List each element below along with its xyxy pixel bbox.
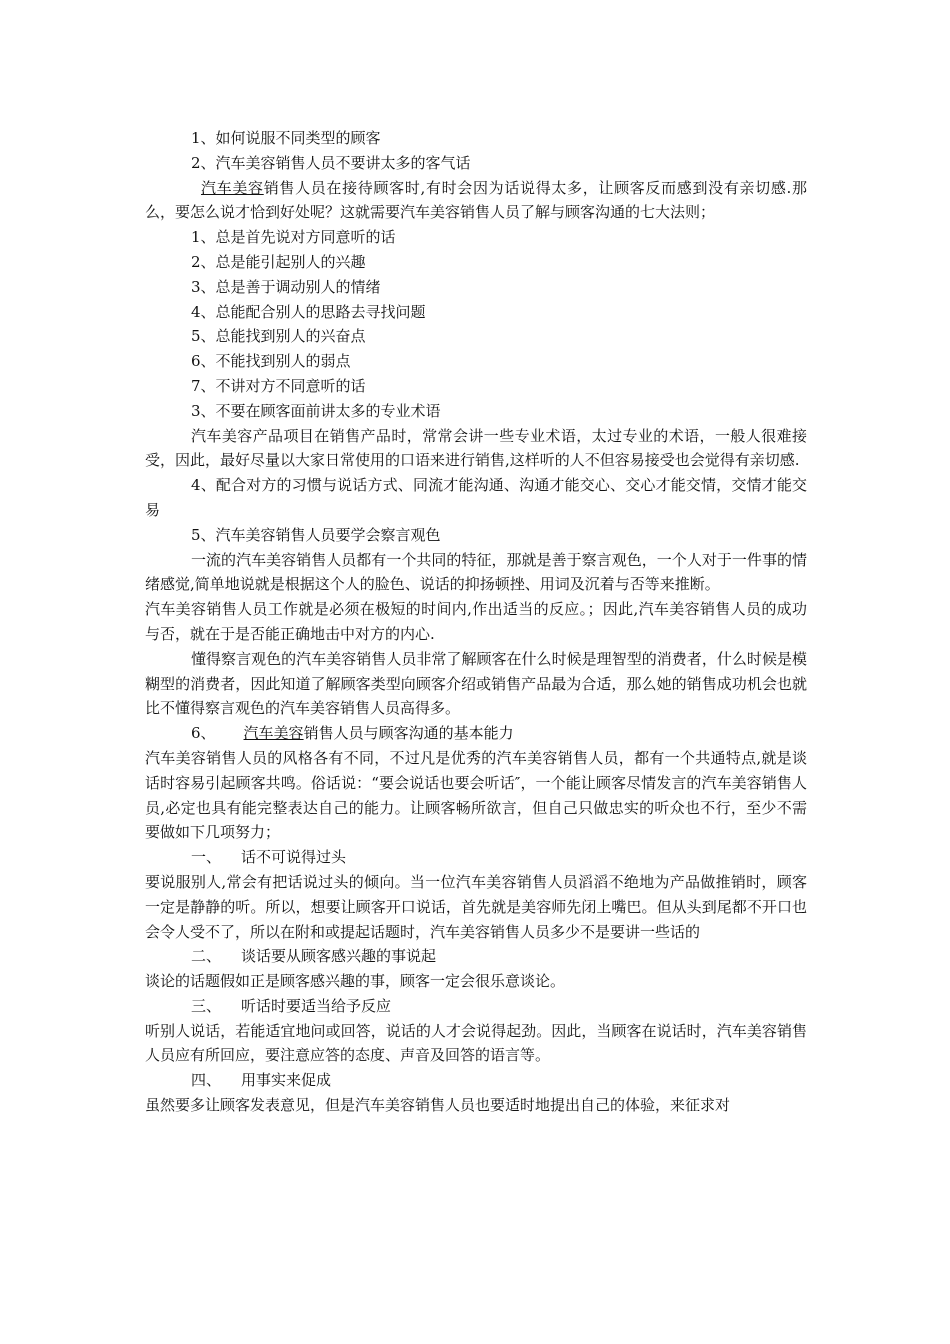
paragraph: 汽车美容产品项目在销售产品时，常常会讲一些专业术语，太过专业的术语，一般人很难接受，因此，最好尽量以大家日常使用的口语来进行销售,这样听的人不但容易接受也会觉得有亲切感. — [145, 426, 807, 470]
heading-text: 谈话要从顾客感兴趣的事说起 — [241, 947, 437, 966]
heading-number: 四、 — [191, 1071, 222, 1090]
heading-number: 6、 — [191, 724, 216, 743]
rule-item: 1、总是首先说对方同意听的话 — [191, 228, 396, 247]
rule-item: 4、总能配合别人的思路去寻找问题 — [191, 302, 426, 321]
document-body — [145, 126, 807, 1118]
section-heading — [145, 994, 807, 1019]
section-heading — [145, 721, 807, 746]
paragraph: 虽然要多让顾客发表意见，但是汽车美容销售人员也要适时地提出自己的体验，来征求对 — [145, 1096, 731, 1115]
heading-number: 二、 — [191, 947, 222, 966]
rule-item: 6、不能找到别人的弱点 — [191, 352, 351, 371]
paragraph: 听别人说话，若能适宜地问或回答，说话的人才会说得起劲。因此，当顾客在说话时，汽车美容销售人员应有所回应，要注意应答的态度、声音及回答的语言等。 — [145, 1021, 807, 1065]
rule-item: 5、总能找到别人的兴奋点 — [191, 327, 366, 346]
heading-text: 话不可说得过头 — [241, 848, 347, 867]
rule-item: 7、不讲对方不同意听的话 — [191, 376, 366, 395]
paragraph: 2、汽车美容销售人员不要讲太多的客气话 — [191, 153, 471, 172]
hyperlink[interactable]: 汽车美容 — [201, 178, 264, 197]
paragraph: 4、配合对方的习惯与说话方式、同流才能沟通、沟通才能交心、交心才能交情，交情才能交易 — [145, 476, 807, 519]
paragraph: 一流的汽车美容销售人员都有一个共同的特征，那就是善于察言观色，一个人对于一件事的情绪感觉,简单地说就是根据这个人的脸色、说话的抑扬顿挫、用词及沉着与否等来推断。 — [145, 550, 807, 594]
heading-text: 听话时要适当给予反应 — [241, 996, 392, 1015]
section-heading — [145, 944, 807, 969]
heading-number: 一、 — [191, 848, 222, 867]
section-heading — [145, 845, 807, 870]
paragraph: 谈论的话题假如正是顾客感兴趣的事，顾客一定会很乐意谈论。 — [145, 972, 566, 991]
paragraph: 汽车美容销售人员工作就是必须在极短的时间内,作出适当的反应。；因此,汽车美容销售人员的成功与否，就在于是否能正确地击中对方的内心. — [145, 600, 807, 643]
heading-number: 三、 — [191, 996, 222, 1015]
paragraph: 汽车美容销售人员的风格各有不同，不过凡是优秀的汽车美容销售人员，都有一个共通特点,就是谈话时容易引起顾客共鸣。俗话说：“要会说话也要会听话″，一个能让顾客尽情发言的汽车美容销售人员,必定也具有能完整表达自己的能力。让顾客畅所欲言，但自己只做忠实的听众也不行，至少不需要做如下几项努力； — [145, 748, 807, 842]
paragraph: 1、如何说服不同类型的顾客 — [191, 129, 381, 147]
paragraph-text: 销售人员在接待顾客时,有时会因为话说得太多，让顾客反而感到没有亲切感.那么，要怎么说才恰到好处呢？这就需要汽车美容销售人员了解与顾客沟通的七大法则； — [145, 178, 807, 222]
paragraph: 懂得察言观色的汽车美容销售人员非常了解顾客在什么时候是理智型的消费者，什么时候是模糊型的消费者，因此知道了解顾客类型向顾客介绍或销售产品最为合适，那么她的销售成功机会也就比不懂得察言观色的汽车美容销售人员高得多。 — [145, 649, 807, 718]
heading-text: 用事实来促成 — [241, 1071, 332, 1090]
rule-item: 2、总是能引起别人的兴趣 — [191, 252, 366, 271]
hyperlink[interactable]: 汽车美容 — [243, 724, 304, 743]
paragraph: 3、不要在顾客面前讲太多的专业术语 — [191, 401, 441, 420]
paragraph: 要说服别人,常会有把话说过头的倾向。当一位汽车美容销售人员滔滔不绝地为产品做推销时，顾客一定是静静的听。所以，想要让顾客开口说话，首先就是美容师先闭上嘴巴。但从头到尾都不开口也会令人受不了，所以在附和或提起话题时，汽车美容销售人员多少不是要讲一些话的 — [145, 872, 807, 941]
paragraph — [145, 176, 807, 226]
paragraph: 5、汽车美容销售人员要学会察言观色 — [191, 525, 441, 544]
section-heading — [145, 1068, 807, 1093]
heading-text: 销售人员与顾客沟通的基本能力 — [303, 724, 514, 743]
rule-item: 3、总是善于调动别人的情绪 — [191, 277, 381, 296]
